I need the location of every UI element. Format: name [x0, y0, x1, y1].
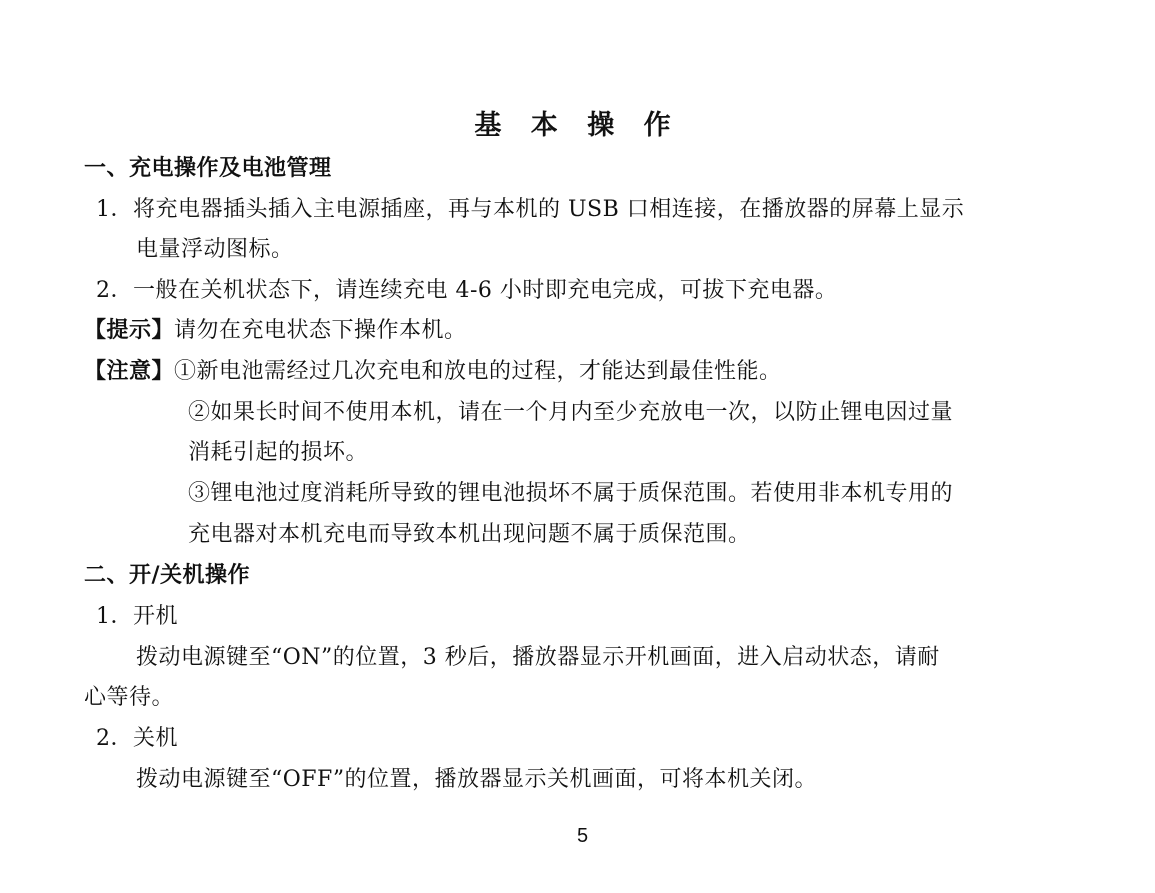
section-heading-power: 二、开/关机操作	[84, 563, 251, 588]
section-heading-charging: 一、充电操作及电池管理	[84, 156, 332, 181]
note-paragraph	[84, 357, 782, 387]
power-off-title: 2．关机	[96, 726, 178, 751]
power-on-title: 1．开机	[96, 604, 178, 629]
charging-step-1-line-2: 电量浮动图标。	[136, 237, 294, 262]
tip-label: 【提示】	[84, 318, 175, 343]
note-label: 【注意】	[84, 359, 175, 384]
tip-text: 请勿在充电状态下操作本机。	[174, 318, 467, 343]
power-on-line-1: 拨动电源键至“ON”的位置，3 秒后，播放器显示开机画面，进入启动状态，请耐	[136, 645, 940, 670]
note-item-3-line-2: 充电器对本机充电而导致本机出现问题不属于质保范围。	[188, 522, 751, 547]
page-number: 5	[576, 825, 589, 847]
note-item-3-line-1: ③锂电池过度消耗所导致的锂电池损坏不属于质保范围。若使用非本机专用的	[188, 481, 954, 506]
power-on-line-2: 心等待。	[84, 685, 175, 710]
note-item-2-line-1: ②如果长时间不使用本机，请在一个月内至少充放电一次，以防止锂电因过量	[188, 400, 954, 425]
note-item-1: ①新电池需经过几次充电和放电的过程，才能达到最佳性能。	[174, 359, 782, 384]
charging-step-2: 2．一般在关机状态下，请连续充电 4-6 小时即充电完成，可拔下充电器。	[96, 278, 838, 303]
power-off-line-1: 拨动电源键至“OFF”的位置，播放器显示关机画面，可将本机关闭。	[136, 767, 818, 792]
note-item-2-line-2: 消耗引起的损坏。	[188, 440, 369, 465]
charging-step-1-line-1: 1．将充电器插头插入主电源插座，再与本机的 USB 口相连接，在播放器的屏幕上显示	[96, 197, 965, 222]
page-title: 基 本 操 作	[474, 110, 681, 141]
tip-paragraph	[84, 316, 467, 346]
